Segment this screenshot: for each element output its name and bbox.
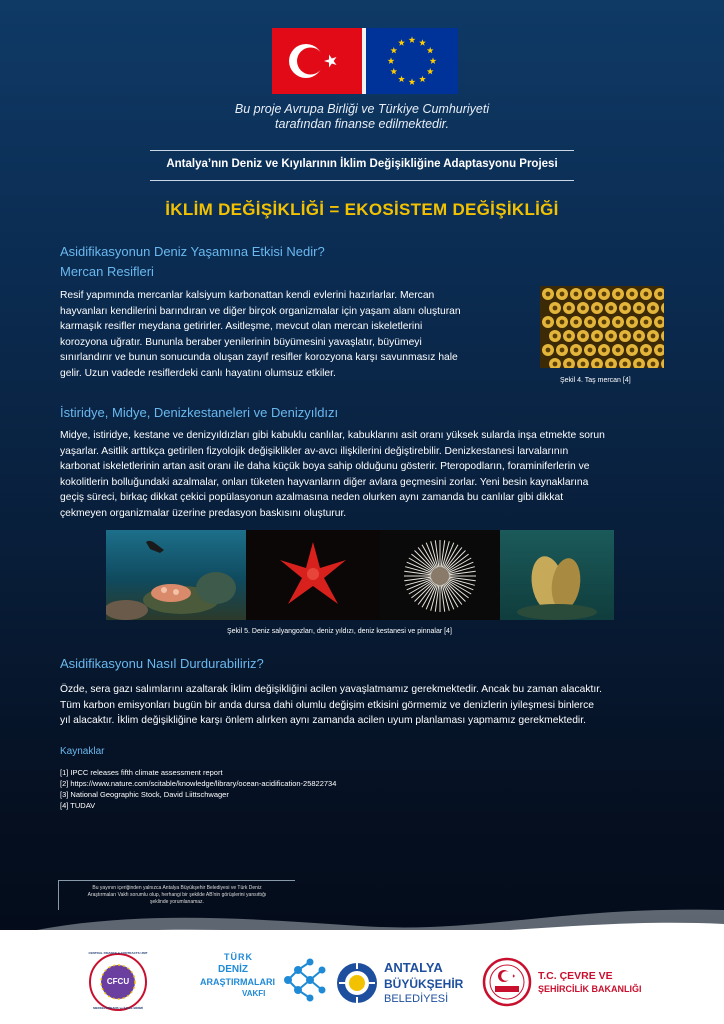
eu-star-icon bbox=[390, 68, 397, 75]
section-paragraph bbox=[60, 428, 664, 521]
references-list bbox=[60, 767, 336, 811]
antalya-text: ANTALYA bbox=[384, 960, 443, 975]
starfish-photo bbox=[246, 530, 380, 620]
text-line: kokolitlerin bolluğundaki azalmalar, onları tüketen hayvanların diğer avlara geçmesini zorlar. Yeni besin kaynaklarına bbox=[60, 476, 589, 488]
pinna-photo bbox=[500, 530, 614, 620]
eu-star-icon bbox=[430, 57, 437, 64]
eu-star-icon bbox=[398, 39, 405, 46]
text-line: Özde, sera gazı salımlarını azaltarak İklim değişikliğini acilen yavaşlatmamız gerekmektedir. Ancak bu zaman alacaktır. bbox=[60, 684, 602, 695]
text-line: yıl alacaktır. İklim değişikliğine karşı önlem alırken aynı zamanda acilen uyum planlaması yapmamız gerekmektedir. bbox=[60, 715, 586, 726]
text-line: çekmeyen organizmalar üzerine predasyon baskısını oluşturur. bbox=[60, 507, 347, 519]
sea-urchin-photo bbox=[380, 530, 500, 620]
reference-item: [3] National Geographic Stock, David Liittschwager bbox=[60, 790, 229, 799]
antalya-emblem-icon bbox=[336, 958, 378, 1008]
eu-star-icon bbox=[409, 36, 416, 43]
cfcu-logo bbox=[88, 952, 148, 1012]
funding-statement bbox=[0, 102, 724, 132]
text-line: Midye, istiridye, kestane ve denizyıldızları gibi kabuklu canlılar, kabuklarını asit oranı yüksek sularda inşa etmekte sorun bbox=[60, 430, 605, 441]
text-line: Resif yapımında mercanlar kalsiyum karbonattan kendi evlerini hazırlarlar. Mercan bbox=[60, 290, 435, 301]
antalya-text: BÜYÜKŞEHİR bbox=[384, 977, 464, 991]
text-line: Tüm karbon emisyonları bugün bir anda dursa dahi olumlu değişim etkisini görmemiz ve denizlerin iyileşmesi binlerce bbox=[60, 699, 594, 711]
text-line: geçiş süreci, birkaç dikkat çekici popülasyonun azalmasına neden olurken aynı zamanda bu canlılar gibi dikkat bbox=[60, 492, 564, 503]
eu-star-icon bbox=[388, 57, 395, 64]
turkey-flag-icon bbox=[272, 28, 364, 94]
cfcu-ring-text: MERKEZİ FİNANS ve İHALE BİRİMİ bbox=[93, 1006, 143, 1010]
tudav-logo bbox=[200, 952, 330, 1014]
text-line: korozyona uğratır. Bununla beraber yenilerinin büyümesini yavaşlatır, büyümeyi bbox=[60, 336, 422, 348]
figure-caption: Şekil 4. Taş mercan [4] bbox=[560, 377, 631, 384]
text-line: karmaşık resifler meydana getirirler. Asitleşme, mevcut olan mercan iskeletlerini bbox=[60, 321, 423, 332]
coral-photo bbox=[540, 286, 664, 368]
tudav-text: ARAŞTIRMALARI bbox=[200, 977, 275, 987]
disclaimer-line: Araştırmaları Vakfı sorumlu olup, herhangi bir şekilde AB'nin görüşlerini yansıttığı bbox=[87, 892, 267, 898]
sea-snail-photo bbox=[106, 530, 246, 620]
section-paragraph bbox=[60, 288, 522, 381]
text-line: hayvanları kendilerini barındıran ve diğer birçok organizmalar için yaşam alanı oluşturan bbox=[60, 305, 461, 317]
section-subheading: Mercan Resifleri bbox=[60, 264, 154, 279]
eu-star-icon bbox=[390, 47, 397, 54]
section-heading: İstiridye, Midye, Denizkestaneleri ve Denizyıldızı bbox=[60, 405, 339, 420]
antalya-logo bbox=[336, 956, 466, 1012]
tudav-text: TÜRK bbox=[224, 952, 253, 962]
cfcu-ring-text: CENTRAL FINANCE & CONTRACTS UNIT bbox=[88, 951, 148, 955]
section-heading: Asidifikasyonun Deniz Yaşamına Etkisi Nedir? bbox=[60, 244, 325, 259]
project-title: Antalya’nın Deniz ve Kıyılarının İklim Değişikliğine Adaptasyonu Projesi bbox=[166, 158, 558, 170]
funding-line: tarafından finanse edilmektedir. bbox=[275, 117, 449, 131]
reference-item: [4] TUDAV bbox=[60, 801, 96, 810]
eu-star-icon bbox=[398, 76, 405, 83]
divider bbox=[150, 150, 574, 151]
ministry-text: T.C. ÇEVRE VE bbox=[538, 970, 613, 982]
disclaimer-line: Bu yayının içeriğinden yalnızca Antalya Büyükşehir Belediyesi ve Türk Deniz bbox=[92, 885, 262, 891]
text-line: sınırlandırır ve bunun sonucunda oluşan zayıf resifler korozyona karşı savunmasız hale bbox=[60, 352, 458, 363]
eu-star-icon bbox=[419, 76, 426, 83]
ministry-seal-icon bbox=[482, 956, 532, 1008]
section-paragraph bbox=[60, 682, 664, 729]
partner-flags bbox=[272, 28, 458, 94]
text-line: yaşarlar. Asitlik arttıkça getirilen fizyolojik değişiklikler av-avcı ilişkilerini değiştirebilir. Denizkestanesi larvalarının bbox=[60, 445, 569, 457]
eu-star-icon bbox=[427, 47, 434, 54]
antalya-text: BELEDİYESİ bbox=[384, 993, 449, 1005]
molecule-icon bbox=[280, 956, 328, 1004]
references-heading: Kaynaklar bbox=[60, 746, 105, 757]
eu-flag-icon bbox=[366, 28, 458, 94]
page-title: İKLİM DEĞİŞİKLİĞİ = EKOSİSTEM DEĞİŞİKLİĞİ bbox=[165, 200, 559, 219]
section-heading: Asidifikasyonu Nasıl Durdurabiliriz? bbox=[60, 656, 264, 671]
eu-star-icon bbox=[409, 78, 416, 85]
ministry-logo bbox=[482, 954, 652, 1014]
text-line: karbonat iskeletlerinin artan asit oranı ile daha küçük boya sahip olduğunu gösterir. Pteropodların, foraminiferlerin ve bbox=[60, 461, 590, 472]
tudav-text: DENİZ bbox=[218, 964, 248, 975]
cfcu-center-text: CFCU bbox=[106, 977, 130, 986]
tudav-text: VAKFI bbox=[242, 989, 266, 998]
reference-item: [2] https://www.nature.com/scitable/knowledge/library/ocean-acidification-25822734 bbox=[60, 779, 337, 788]
eu-star-icon bbox=[419, 39, 426, 46]
text-line: gelir. Uzun vadede resiflerdeki canlı hayatını olumsuz etkiler. bbox=[60, 367, 336, 379]
ministry-text: ŞEHİRCİLİK BAKANLIĞI bbox=[538, 984, 642, 994]
eu-star-icon bbox=[427, 68, 434, 75]
figure-caption: Şekil 5. Deniz salyangozları, deniz yıldızı, deniz kestanesi ve pinnalar [4] bbox=[227, 628, 452, 635]
disclaimer-line: şeklinde yorumlanamaz. bbox=[150, 899, 204, 905]
reference-item: [1] IPCC releases fifth climate assessment report bbox=[60, 768, 223, 777]
divider bbox=[150, 180, 574, 181]
funding-line: Bu proje Avrupa Birliği ve Türkiye Cumhuriyeti bbox=[234, 102, 490, 116]
